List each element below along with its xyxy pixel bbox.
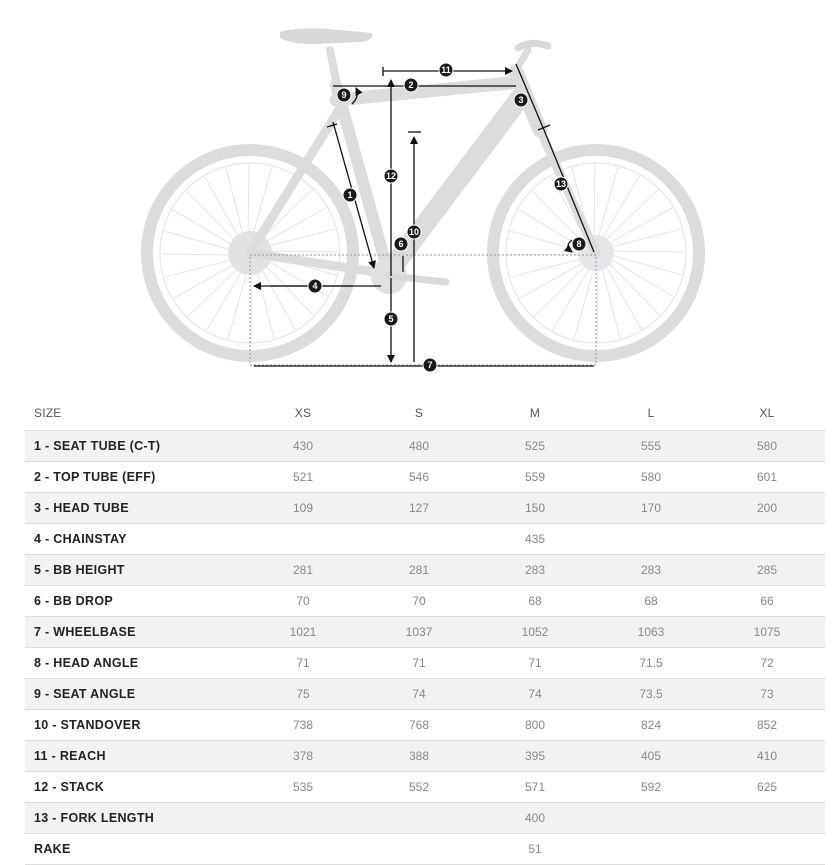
- table-row: [25, 648, 825, 679]
- row-value: 571: [477, 772, 593, 803]
- handlebar: [518, 43, 548, 48]
- row-value: 70: [361, 586, 477, 617]
- row-label: 12 - STACK: [25, 772, 245, 803]
- row-value: 559: [477, 462, 593, 493]
- row-value: 525: [477, 431, 593, 462]
- row-value: 435: [245, 524, 825, 555]
- marker-7: [423, 358, 437, 372]
- row-value: 824: [593, 710, 709, 741]
- size-column-header: S: [414, 406, 424, 420]
- marker-label: 8: [576, 239, 582, 250]
- marker-5: [384, 312, 398, 326]
- row-value: 546: [361, 462, 477, 493]
- row-value: 71: [245, 648, 361, 679]
- size-column-header: XL: [759, 406, 775, 420]
- row-value: 601: [709, 462, 825, 493]
- row-value: 521: [245, 462, 361, 493]
- row-value: 109: [245, 493, 361, 524]
- row-value: 200: [709, 493, 825, 524]
- table-row: [25, 555, 825, 586]
- table-row: [25, 493, 825, 524]
- row-value: 555: [593, 431, 709, 462]
- geometry-table: [25, 396, 825, 865]
- marker-label: 2: [408, 80, 414, 91]
- size-column-header: XS: [294, 406, 312, 420]
- marker-13: [554, 177, 568, 191]
- marker-label: 1: [347, 190, 353, 201]
- row-label: 13 - FORK LENGTH: [25, 803, 245, 834]
- row-value: 75: [245, 679, 361, 710]
- row-value: 71: [477, 648, 593, 679]
- row-value: 68: [593, 586, 709, 617]
- row-value: 74: [477, 679, 593, 710]
- size-header: SIZE: [34, 406, 62, 420]
- marker-11: [439, 63, 453, 77]
- table-row: [25, 524, 825, 555]
- row-value: 74: [361, 679, 477, 710]
- row-value: 71: [361, 648, 477, 679]
- row-value: 170: [593, 493, 709, 524]
- row-label: 8 - HEAD ANGLE: [25, 648, 245, 679]
- row-value: 1037: [361, 617, 477, 648]
- saddle: [280, 28, 372, 44]
- row-value: 580: [593, 462, 709, 493]
- marker-label: 4: [312, 281, 318, 292]
- marker-label: 10: [408, 227, 420, 238]
- marker-2: [404, 78, 418, 92]
- table-row: [25, 462, 825, 493]
- row-value: 410: [709, 741, 825, 772]
- row-label: 5 - BB HEIGHT: [25, 555, 245, 586]
- marker-label: 6: [398, 239, 404, 250]
- marker-label: 13: [555, 179, 567, 190]
- marker-3: [514, 93, 528, 107]
- row-label: RAKE: [25, 834, 245, 865]
- row-label: 6 - BB DROP: [25, 586, 245, 617]
- row-value: 480: [361, 431, 477, 462]
- row-value: 1052: [477, 617, 593, 648]
- row-label: 3 - HEAD TUBE: [25, 493, 245, 524]
- row-label: 10 - STANDOVER: [25, 710, 245, 741]
- table-row: [25, 710, 825, 741]
- down-tube: [392, 98, 520, 268]
- table-header-row: [25, 396, 825, 431]
- marker-label: 3: [518, 95, 524, 106]
- row-label: 2 - TOP TUBE (EFF): [25, 462, 245, 493]
- table-row: [25, 772, 825, 803]
- bike-geometry-diagram: [0, 0, 837, 385]
- row-value: 70: [245, 586, 361, 617]
- row-label: 4 - CHAINSTAY: [25, 524, 245, 555]
- row-value: 552: [361, 772, 477, 803]
- row-label: 9 - SEAT ANGLE: [25, 679, 245, 710]
- row-value: 150: [477, 493, 593, 524]
- marker-label: 11: [441, 65, 451, 76]
- row-value: 1075: [709, 617, 825, 648]
- marker-label: 7: [427, 360, 433, 371]
- row-value: 73.5: [593, 679, 709, 710]
- row-value: 580: [709, 431, 825, 462]
- marker-12: [384, 169, 398, 183]
- row-label: 7 - WHEELBASE: [25, 617, 245, 648]
- table-row: [25, 617, 825, 648]
- row-value: 625: [709, 772, 825, 803]
- row-value: 592: [593, 772, 709, 803]
- row-value: 800: [477, 710, 593, 741]
- row-value: 68: [477, 586, 593, 617]
- marker-9: [337, 88, 351, 102]
- size-column-header: M: [529, 406, 541, 420]
- row-value: 72: [709, 648, 825, 679]
- marker-8: [572, 237, 586, 251]
- row-value: 285: [709, 555, 825, 586]
- marker-6: [394, 237, 408, 251]
- table-row: [25, 803, 825, 834]
- row-value: 405: [593, 741, 709, 772]
- row-value: 281: [361, 555, 477, 586]
- row-value: 430: [245, 431, 361, 462]
- row-value: 768: [361, 710, 477, 741]
- row-value: 852: [709, 710, 825, 741]
- row-value: 1021: [245, 617, 361, 648]
- marker-4: [308, 279, 322, 293]
- marker-10: [407, 225, 421, 239]
- row-value: 395: [477, 741, 593, 772]
- table-row: [25, 679, 825, 710]
- row-value: 66: [709, 586, 825, 617]
- row-value: 378: [245, 741, 361, 772]
- row-value: 283: [477, 555, 593, 586]
- row-value: 1063: [593, 617, 709, 648]
- marker-label: 5: [388, 314, 394, 325]
- top-tube: [336, 82, 520, 100]
- table-row: [25, 741, 825, 772]
- row-value: 535: [245, 772, 361, 803]
- row-value: 127: [361, 493, 477, 524]
- row-label: 1 - SEAT TUBE (C-T): [25, 431, 245, 462]
- row-value: 71.5: [593, 648, 709, 679]
- row-label: 11 - REACH: [25, 741, 245, 772]
- marker-1: [343, 188, 357, 202]
- marker-label: 12: [385, 171, 397, 182]
- row-value: 281: [245, 555, 361, 586]
- row-value: 51: [245, 834, 825, 865]
- row-value: 283: [593, 555, 709, 586]
- row-value: 73: [709, 679, 825, 710]
- table-row: [25, 586, 825, 617]
- row-value: 738: [245, 710, 361, 741]
- table-row: [25, 431, 825, 462]
- table-row: [25, 834, 825, 865]
- marker-label: 9: [341, 90, 347, 101]
- size-column-header: L: [647, 406, 655, 420]
- row-value: 400: [245, 803, 825, 834]
- seat-tube: [336, 85, 388, 272]
- row-value: 388: [361, 741, 477, 772]
- table-body: [25, 431, 825, 865]
- bike-silhouette: [147, 28, 699, 356]
